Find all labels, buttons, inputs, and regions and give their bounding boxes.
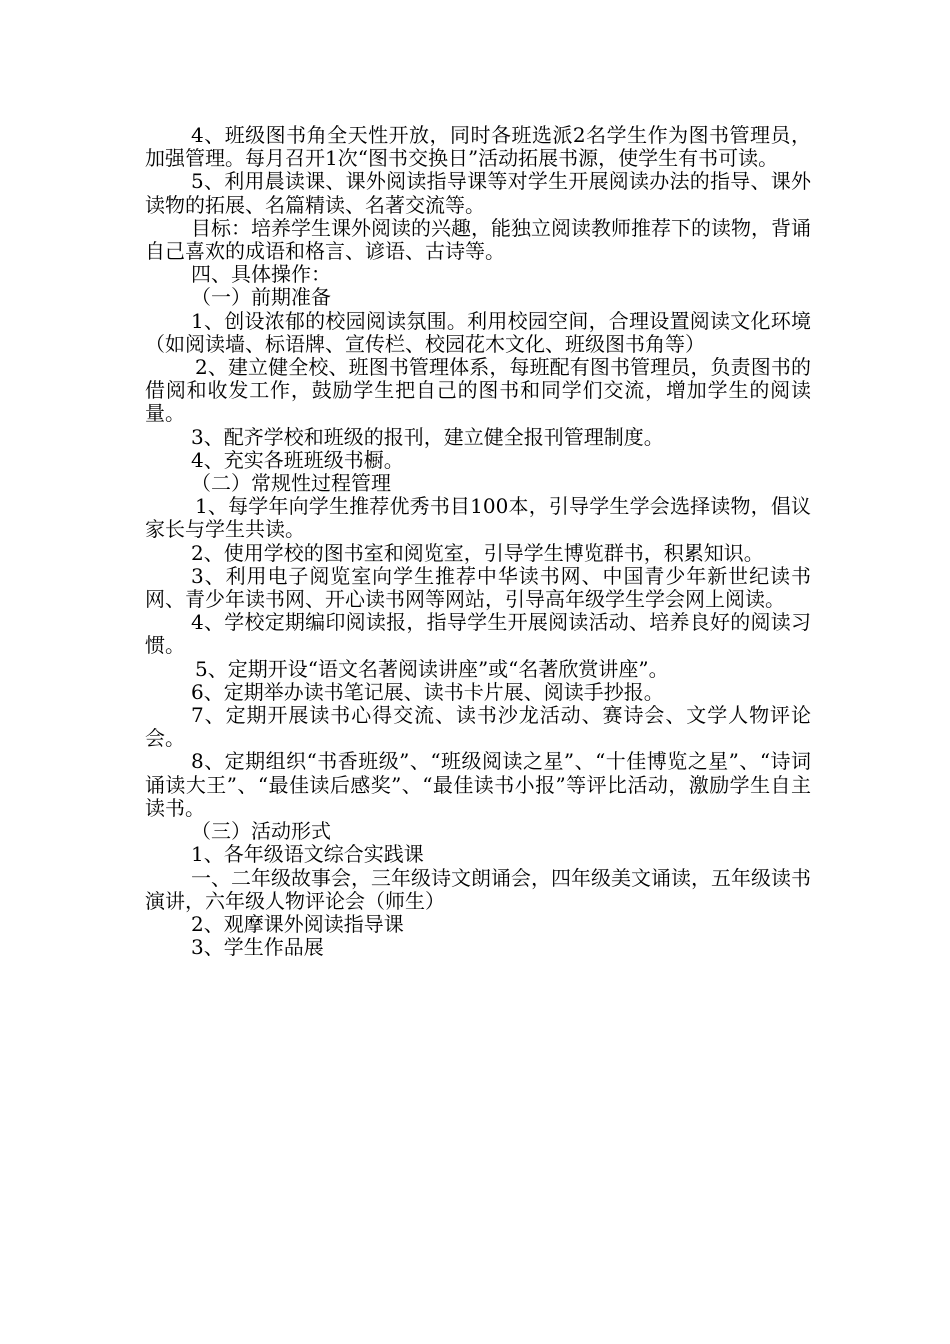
paragraph-morning-reading: 5、利用晨读课、课外阅读指导课等对学生开展阅读办法的指导、课外读物的拓展、名篇精读、名著交流等。 — [145, 169, 811, 217]
subsection-heading-activities: （三）活动形式 — [191, 819, 331, 844]
paragraph-reading-newspaper: 4、学校定期编印阅读报，指导学生开展阅读活动、培养良好的阅读习惯。 — [145, 610, 811, 658]
paragraph-awards: 8、定期组织“书香班级”、“班级阅读之星”、“十佳博览之星”、“诗词诵读大王”、“最佳读后感奖”、“最佳读书小报”等评比活动，激励学生自主读书。 — [145, 749, 811, 820]
paragraph-lectures: 5、定期开设“语文名著阅读讲座”或“名著欣赏讲座”。 — [195, 656, 669, 681]
paragraph-library-use: 2、使用学校的图书室和阅览室，引导学生博览群书，积累知识。 — [191, 540, 764, 565]
subsection-heading-process: （二）常规性过程管理 — [191, 471, 391, 496]
paragraph-bookshelves: 4、充实各班班级书橱。 — [191, 447, 404, 472]
paragraph-student-works: 3、学生作品展 — [191, 935, 324, 960]
paragraph-grade-activities: 一、二年级故事会，三年级诗文朗诵会，四年级美文诵读，五年级读书演讲，六年级人物评论会（师生） — [145, 865, 811, 913]
paragraph-goal: 目标：培养学生课外阅读的兴趣，能独立阅读教师推荐下的读物，背诵自己喜欢的成语和格言、谚语、古诗等。 — [145, 215, 811, 264]
paragraph-practice-class: 1、各年级语文综合实践课 — [191, 842, 424, 867]
paragraph-recommended-books: 1、每学年向学生推荐优秀书目100本，引导学生学会选择读物，倡议家长与学生共读。 — [145, 494, 811, 542]
paragraph-library-corner: 4、班级图书角全天性开放，同时各班选派2名学生作为图书管理员，加强管理。每月召开1次“图书交换日”活动拓展书源，使学生有书可读。 — [145, 123, 811, 171]
document-body — [145, 124, 811, 959]
subsection-heading-preparation: （一）前期准备 — [191, 285, 331, 310]
paragraph-observation-class: 2、观摩课外阅读指导课 — [191, 911, 404, 936]
paragraph-exchanges: 7、定期开展读书心得交流、读书沙龙活动、赛诗会、文学人物评论会。 — [145, 703, 811, 751]
paragraph-online-reading: 3、利用电子阅览室向学生推荐中华读书网、中国青少年新世纪读书网、青少年读书网、开心读书网等网站，引导高年级学生学会网上阅读。 — [145, 563, 811, 612]
paragraph-library-management: 2、建立健全校、班图书管理体系，每班配有图书管理员，负责图书的借阅和收发工作，鼓励学生把自己的图书和同学们交流，增加学生的阅读量。 — [145, 355, 811, 426]
paragraph-exhibitions: 6、定期举办读书笔记展、读书卡片展、阅读手抄报。 — [191, 679, 664, 704]
paragraph-newspapers: 3、配齐学校和班级的报刊，建立健全报刊管理制度。 — [191, 424, 664, 449]
paragraph-reading-atmosphere: 1、创设浓郁的校园阅读氛围。利用校园空间，合理设置阅读文化环境（如阅读墙、标语牌、宣传栏、校园花木文化、班级图书角等） — [145, 308, 811, 356]
section-heading-operations: 四、具体操作： — [191, 262, 331, 287]
